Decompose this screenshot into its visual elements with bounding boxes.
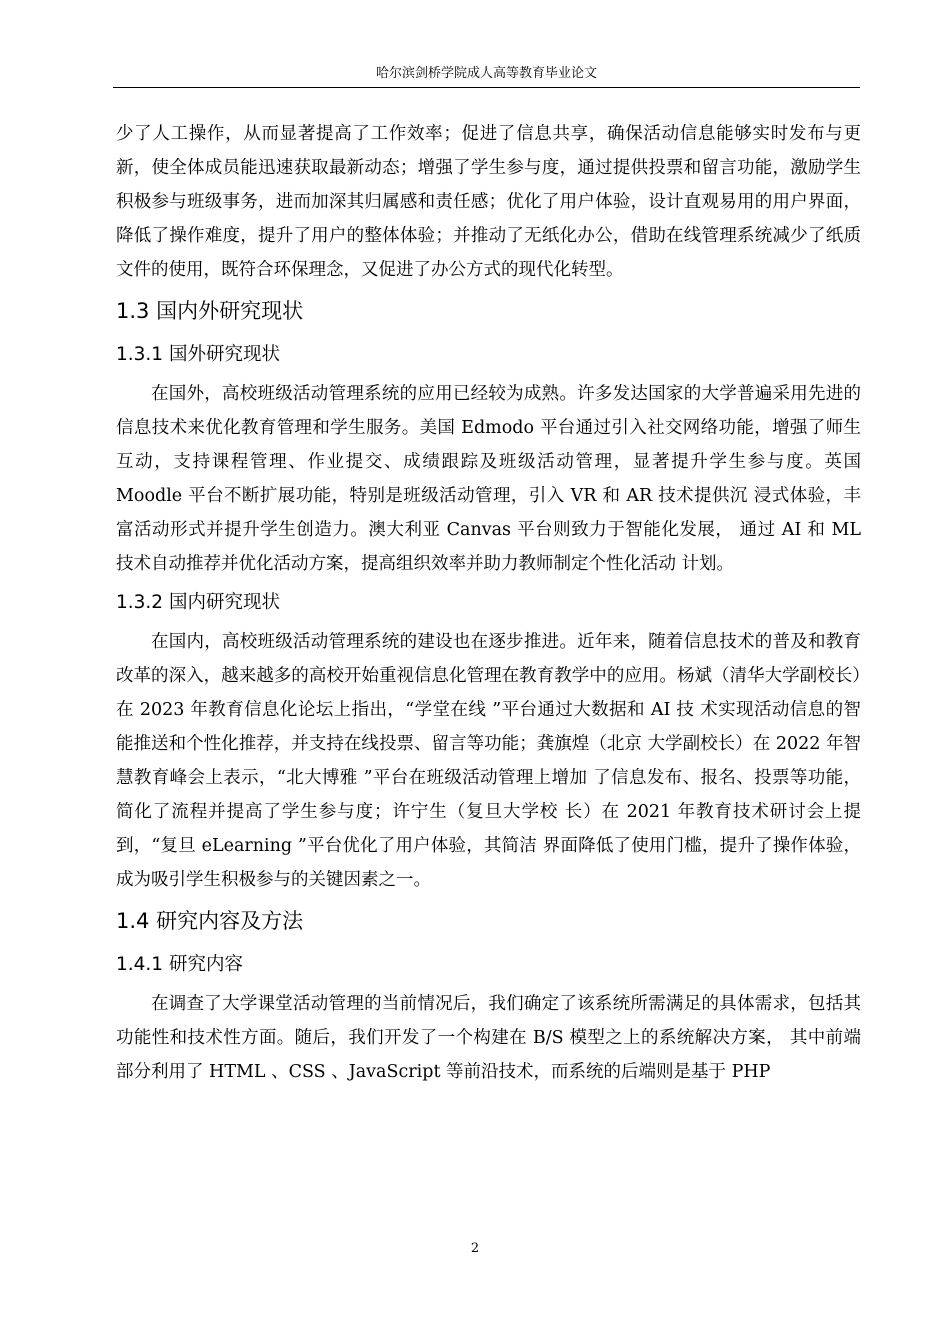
header-divider (113, 87, 860, 88)
paragraph-domestic-research: 在国内，高校班级活动管理系统的建设也在逐步推进。近年来，随着信息技术的普及和教育改革的深入，越来越多的高校开始重视信息化管理在教育教学中的应用。杨斌（清华大学副校长）在 2023 年教育信息化论坛上指出，“学堂在线 ”平台通过大数据和 AI 技 术实现活动信息的智能推送和个性化推荐，并支持在线投票、留言等功能；龚旗煌（北京 大学副校长）在 2022 年智慧教育峰会上表示，“北大博雅 ”平台在班级活动管理上增加 了信息发布、报名、投票等功能，简化了流程并提高了学生参与度；许宁生（复旦大学校 长）在 2021 年教育技术研讨会上提到，“复旦 eLearning ”平台优化了用户体验，其简洁 界面降低了使用门槛，提升了操作体验，成为吸引学生积极参与的关键因素之一。 (116, 632, 861, 890)
subsection-heading-1-3-1: 1.3.1 国外研究现状 (116, 344, 280, 365)
section-heading-1-3: 1.3 国内外研究现状 (116, 299, 304, 323)
section-heading-1-4: 1.4 研究内容及方法 (116, 909, 304, 933)
subsection-heading-1-4-1: 1.4.1 研究内容 (116, 954, 243, 975)
document-body (116, 117, 861, 1089)
page-header: 哈尔滨剑桥学院成人高等教育毕业论文 (375, 66, 597, 81)
page-number: 2 (470, 1241, 480, 1256)
paragraph-foreign-research: 在国外，高校班级活动管理系统的应用已经较为成熟。许多发达国家的大学普遍采用先进的信息技术来优化教育管理和学生服务。美国 Edmodo 平台通过引入社交网络功能，增强了师生互动，支持课程管理、作业提交、成绩跟踪及班级活动管理，显著提升学生参与度。英国 Moodle 平台不断扩展功能，特别是班级活动管理，引入 VR 和 AR 技术提供沉 浸式体验，丰富活动形式并提升学生创造力。澳大利亚 Canvas 平台则致力于智能化发展， 通过 AI 和 ML 技术自动推荐并优化活动方案，提高组织效率并助力教师制定个性化活动 计划。 (116, 384, 861, 574)
paragraph-research-content: 在调查了大学课堂活动管理的当前情况后，我们确定了该系统所需满足的具体需求，包括其功能性和技术性方面。随后，我们开发了一个构建在 B/S 模型之上的系统解决方案， 其中前端部分利用了 HTML 、CSS 、JavaScript 等前沿技术，而系统的后端则是基于 PHP (116, 994, 861, 1082)
intro-paragraph: 少了人工操作，从而显著提高了工作效率；促进了信息共享，确保活动信息能够实时发布与更新，使全体成员能迅速获取最新动态；增强了学生参与度，通过提供投票和留言功能，激励学生积极参与班级事务，进而加深其归属感和责任感；优化了用户体验，设计直观易用的用户界面，降低了操作难度，提升了用户的整体体验；并推动了无纸化办公，借助在线管理系统减少了纸质文件的使用，既符合环保理念，又促进了办公方式的现代化转型。 (116, 124, 861, 280)
subsection-heading-1-3-2: 1.3.2 国内研究现状 (116, 592, 280, 613)
